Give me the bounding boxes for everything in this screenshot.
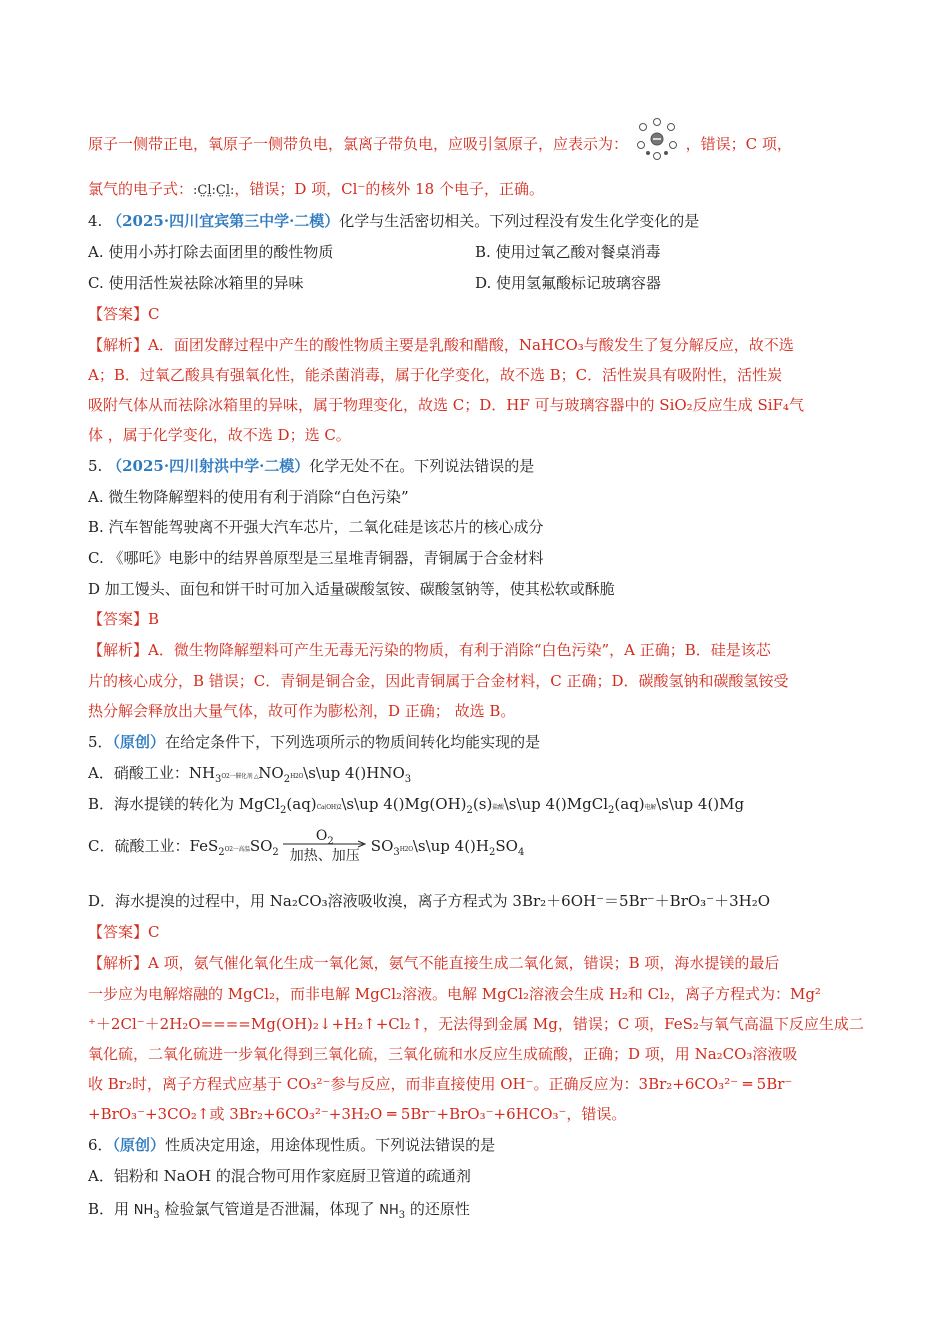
q5b-b-cond-2: 盐酸 [492,804,504,811]
q5b-b-cond-3: 电解 [644,804,657,811]
q5b-c-sub: 2 [218,847,225,858]
q5b-a-end-sub: 3 [404,774,412,785]
q5b-c-end: \s\up 4()H [412,837,489,855]
q5b-a-end: \s\up 4()HNO [303,764,405,782]
q5b-b-sub-2: 2 [466,805,473,816]
q6-source: （原创） [112,1136,166,1154]
q5b-a-cond-1: O2一催化剂 △ [221,773,259,780]
q5b-analysis-1: 【解析】A 项，氨气催化氧化生成一氧化氮，氨气不能直接生成二氧化氮，错误；B 项，海水提镁的最后 [88,954,780,972]
q4-analysis-2: A；B．过氧乙酸具有强氧化性，能杀菌消毒，属于化学变化，故不选 B；C．活性炭具有吸附性，活性炭 [88,366,783,384]
q4-number: 4. [88,212,108,230]
q4-options-cd [88,272,864,294]
q6-b-nh3: NH [133,1203,154,1218]
q4-options-ab [88,241,864,263]
q5b-stem [88,731,864,753]
q5b-b-part-4: \s\up 4()MgCl [503,795,609,813]
q5a-analysis-1: 【解析】A．微生物降解塑料可产生无毒无污染的物质，有利于消除“白色污染”，A 正确；B．硅是该芯 [88,641,771,659]
q5b-analysis-3: ⁺＋2Cl⁻＋2H₂O====Mg(OH)₂↓+H₂↑+Cl₂↑，无法得到金属 Mg，错误；C 项，FeS₂与氧气高温下反应生成二 [88,1015,864,1033]
top-line-2-text-a: 氯气的电子式： [88,180,194,198]
q5b-c-reaction-arrow [283,828,367,866]
arrow-top-o: O [315,828,328,844]
hydrated-chloride-ion-diagram [633,116,681,162]
q4-option-d: D. 使用氢氟酸标记玻璃容器 [475,274,662,292]
q6-b-text-a: B．用 [88,1200,134,1218]
q4-option-c: C. 使用活性炭祛除冰箱里的异味 [88,274,304,292]
top-line-1-text-a: 原子一侧带正电，氧原子一侧带负电，氯离子带负电，应吸引氢原子，应表示为： [88,135,629,153]
q5b-analysis-6: +BrO₃⁻+3CO₂↑或 3Br₂+6CO₃²⁻+3H₂O ═ 5Br⁻+BrO₃⁻+6HCO₃⁻，错误。 [88,1105,627,1123]
q5b-c-so3-sub: 3 [393,847,400,858]
q5b-c-end-2-sub: 4 [517,847,525,858]
q5b-option-b [88,793,864,819]
q4-analysis-4: 体 ，属于化学变化，故不选 D；选 C。 [88,426,351,444]
right-arrow-icon [283,840,367,848]
q4-analysis-3: 吸附气体从而祛除冰箱里的异味，属于物理变化，故选 C；D．HF 可与玻璃容器中的 SiO₂反应生成 SiF₄气 [88,396,804,414]
q5b-b-part-6: \s\up 4()Mg [656,795,745,813]
q5b-b-label: B．海水提镁的转化为 MgCl [88,795,281,813]
q4-answer: 【答案】C [88,305,160,323]
top-line-2 [88,178,864,202]
q6-option-b [88,1198,864,1222]
q5b-a-sub-2: 2 [283,774,291,785]
q5b-b-cond-1: Ca(OH)2 [316,804,342,811]
q5b-number: 5． [88,733,113,751]
q4-stem-text: 化学与生活密切相关。下列过程没有发生化学变化的是 [339,212,700,230]
q5a-number: 5. [88,457,108,475]
q5a-stem-text: 化学无处不在。下列说法错误的是 [309,457,535,475]
q5b-b-part-5: (aq) [614,795,645,813]
q5b-b-part-2: \s\up 4()Mg(OH) [341,795,467,813]
q5a-option-b: B. 汽车智能驾驶离不开强大汽车芯片，二氧化硅是该芯片的核心成分 [88,518,544,536]
q4-option-b: B. 使用过氧乙酸对餐桌消毒 [475,243,661,261]
q5b-b-part-3: (s) [472,795,493,813]
q5a-source: （2025·四川射洪中学·二模） [107,457,310,475]
top-line-1-text-b: ，错误；C 项， [685,135,792,153]
q5b-analysis-2: 一步应为电解熔融的 MgCl₂，而非电解 MgCl₂溶液。电解 MgCl₂溶液会生成 H₂和 Cl₂，离子方程式为：Mg² [88,985,821,1003]
arrow-bottom-condition: 加热、加压 [289,848,360,864]
q5b-answer: 【答案】C [88,923,160,941]
q5b-b-part-1: (aq) [286,795,317,813]
q5a-option-a: A. 微生物降解塑料的使用有利于消除“白色污染” [88,488,409,506]
q5b-a-mid: NO [258,764,284,782]
q5b-source: （原创） [112,733,166,751]
q5b-c-cond-2: H2O [399,846,413,853]
top-line-2-text-b: ，错误；D 项，Cl⁻的核外 18 个电子，正确。 [234,180,544,198]
q6-b-nh3-2: NH [379,1203,399,1218]
q5b-analysis-5: 收 Br₂时，离子方程式应基于 CO₃²⁻参与反应，而非直接使用 OH⁻。正确反应为：3Br₂+6CO₃²⁻ ═ 5Br⁻ [88,1075,793,1093]
chlorine-electron-formula: :C̤l̤:C̤l̤: [193,183,235,198]
q5b-a-sub: 3 [215,774,222,785]
q5b-option-c [88,826,864,866]
q6-number: 6． [88,1136,113,1154]
q5b-c-cond-1: O2一高温 [224,846,250,853]
q5b-c-so3: SO [370,837,394,855]
q5b-c-end-sub: 2 [489,847,496,858]
q5b-a-cond-2: H2O [290,773,304,780]
q6-b-nh3-sub: 3 [153,1210,160,1221]
q5a-option-d: D 加工馒头、面包和饼干时可加入适量碳酸氢铵、碳酸氢钠等，使其松软或酥脆 [88,580,615,598]
q6-b-text-b: 检验氯气管道是否泄漏，体现了 [159,1200,380,1218]
q5b-c-label: C．硫酸工业：FeS [88,837,219,855]
q5b-stem-text: 在给定条件下，下列选项所示的物质间转化均能实现的是 [165,733,541,751]
q5a-analysis-3: 热分解会释放出大量气体，故可作为膨松剂，D 正确； 故选 B。 [88,702,516,720]
arrow-top-sub: 2 [327,835,334,847]
q4-analysis-1: 【解析】A．面团发酵过程中产生的酸性物质主要是乳酸和醋酸，NaHCO₃与酸发生了复分解反应，故不选 [88,336,794,354]
q6-b-nh3-sub-2: 3 [398,1210,406,1221]
q5a-option-c: C. 《哪吒》电影中的结界兽原型是三星堆青铜器，青铜属于合金材料 [88,549,544,567]
top-line-1 [88,128,864,162]
q6-b-text-c: 的还原性 [405,1200,470,1218]
q4-stem [88,210,864,232]
q5b-b-sub-1: 2 [280,805,287,816]
q5b-c-so2: SO [249,837,273,855]
q5b-a-label: A．硝酸工业：NH [88,764,216,782]
q6-stem-text: 性质决定用途，用途体现性质。下列说法错误的是 [165,1136,496,1154]
q4-source: （2025·四川宜宾第三中学·二模） [107,212,340,230]
q5b-option-a [88,762,864,788]
q5a-analysis-2: 片的核心成分，B 错误；C．青铜是铜合金，因此青铜属于合金材料，C 正确；D．碳酸氢钠和碳酸氢铵受 [88,672,789,690]
q5a-stem [88,455,864,477]
q6-stem [88,1134,864,1156]
q5b-option-d: D．海水提溴的过程中，用 Na₂CO₃溶液吸收溴，离子方程式为 3Br₂＋6OH⁻＝5Br⁻＋BrO₃⁻＋3H₂O [88,892,771,910]
q5b-analysis-4: 氧化硫，二氧化硫进一步氧化得到三氧化硫，三氧化硫和水反应生成硫酸，正确；D 项，用 Na₂CO₃溶液吸 [88,1045,798,1063]
q5a-answer: 【答案】B [88,610,160,628]
q5b-c-end-2: SO [495,837,518,855]
q6-option-a: A．铝粉和 NaOH 的混合物可用作家庭厨卫管道的疏通剂 [88,1167,471,1185]
q5b-b-sub-3: 2 [608,805,615,816]
q5b-c-so2-sub: 2 [272,847,279,858]
q4-option-a: A. 使用小苏打除去面团里的酸性物质 [88,243,334,261]
